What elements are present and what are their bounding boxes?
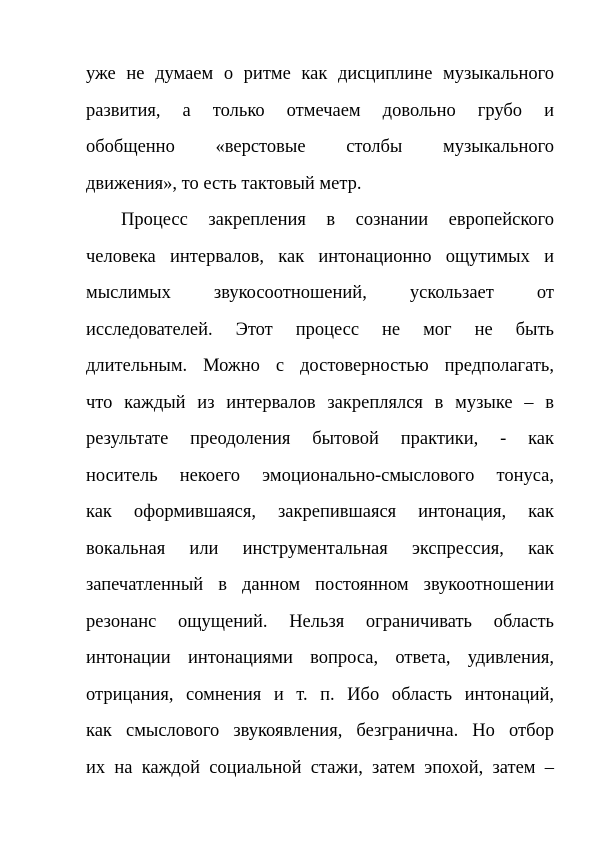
text-line: носитель некоего эмоционально-смыслового тонуса, — [86, 465, 554, 486]
body-text — [86, 56, 554, 786]
text-line: обобщенно «верстовые столбы музыкального — [86, 137, 554, 157]
text-line: развития, а только отмечаем довольно грубо и — [86, 100, 554, 121]
text-line: исследователей. Этот процесс не мог не быть — [86, 319, 554, 340]
text-line: отрицания, сомнения и т. п. Ибо область интонаций, — [86, 684, 554, 705]
text-line: человека интервалов, как интонационно ощутимых и — [86, 246, 554, 267]
text-line: что каждый из интервалов закреплялся в музыке – в — [86, 392, 554, 413]
text-line: резонанс ощущений. Нельзя ограничивать область — [86, 611, 554, 632]
text-line: как оформившаяся, закрепившаяся интонация, как — [86, 502, 554, 522]
text-line: вокальная или инструментальная экспрессия, как — [86, 538, 554, 559]
text-line: мыслимых звукосоотношений, ускользает от — [86, 283, 554, 303]
text-line: результате преодоления бытовой практики, - как — [86, 429, 554, 449]
paragraph-first-line: Процесс закрепления в сознании европейского — [121, 210, 554, 230]
text-line: запечатленный в данном постоянном звукоотношении — [86, 575, 554, 595]
text-line: интонации интонациями вопроса, ответа, удивления, — [86, 648, 554, 668]
text-line: как смыслового звукоявления, безгранична. Но отбор — [86, 721, 554, 741]
paragraph-end-line: движения», то есть тактовый метр. — [86, 173, 362, 194]
text-line: длительным. Можно с достоверностью предполагать, — [86, 356, 554, 376]
text-line: уже не думаем о ритме как дисциплине музыкального — [86, 64, 554, 84]
text-line: их на каждой социальной стажи, затем эпохой, затем – — [86, 757, 554, 778]
